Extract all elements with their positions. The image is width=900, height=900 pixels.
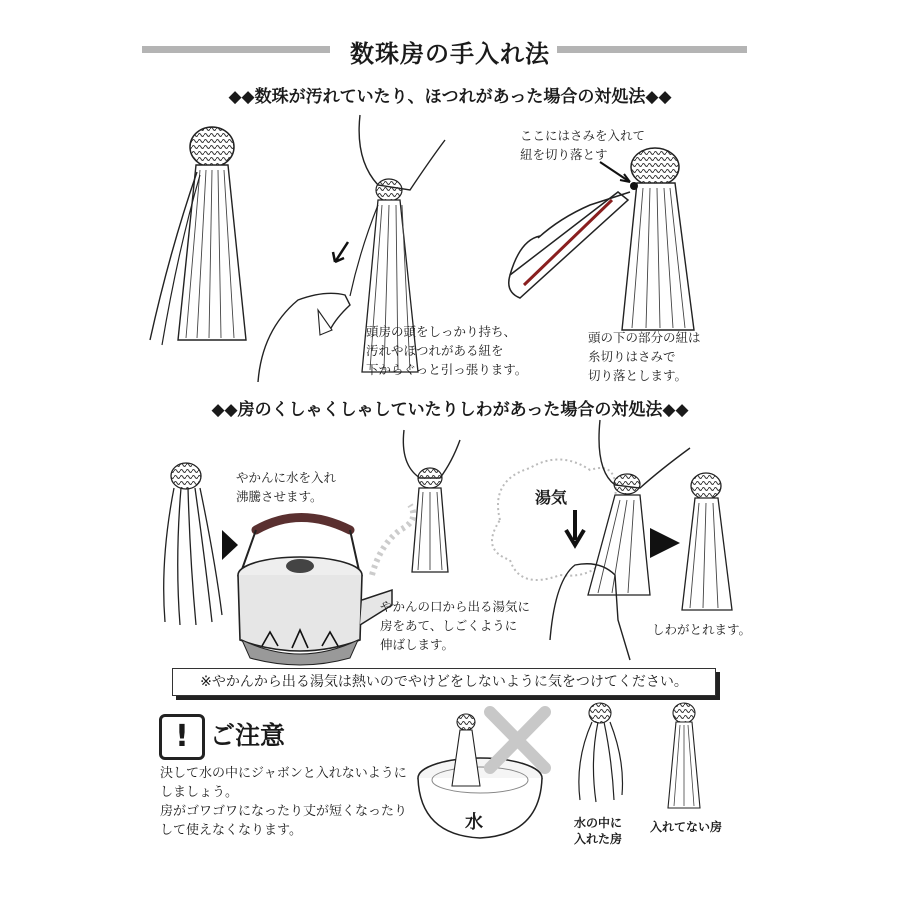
burn-warning: ※やかんから出る湯気は熱いのでやけどをしないように気をつけてください。 (172, 668, 716, 696)
steam-instruction: やかんの口から出る湯気に 房をあて、しごくように 伸ばします。 (380, 599, 531, 652)
section-heading-wrinkled: ◆◆房のくしゃくしゃしていたりしわがあった場合の対処法◆◆ (211, 400, 689, 420)
wrinkled-tassel-illustration (164, 463, 222, 625)
scissors-note: ここにはさみを入れて 紐を切り落とす (520, 128, 646, 162)
clean-tassel-illustration (668, 703, 700, 808)
smooth-tassel-illustration (682, 473, 732, 610)
page-title: 数珠房の手入れ法 (350, 40, 550, 68)
steam-label: 湯気 (535, 488, 568, 507)
caution-title: ご注意 (210, 721, 286, 750)
cross-icon (490, 712, 545, 768)
messy-tassel-illustration (579, 703, 623, 802)
section-heading-dirty: ◆◆数珠が汚れていたり、ほつれがあった場合の対処法◆◆ (228, 87, 672, 107)
label-not-in-water: 入れてない房 (650, 820, 723, 834)
caution-text: 決して水の中にジャボンと入れないように しましょう。 房がゴワゴワになったり丈が短くなったり して使えなくなります。 (160, 766, 408, 838)
tassel-illustration-3 (600, 148, 694, 330)
water-label: 水 (465, 812, 483, 833)
tassel-illustration-1 (150, 127, 246, 345)
result-text: しわがとれます。 (652, 622, 752, 637)
scissors-illustration (509, 192, 630, 298)
held-tassel-illustration (403, 430, 460, 572)
arrow-right-icon (222, 530, 238, 560)
label-in-water: 水の中に 入れた房 (574, 816, 623, 846)
pull-instruction: 頭房の頭をしっかり持ち、 汚れやほつれがある紐を 下からぐっと引っ張ります。 (366, 324, 528, 377)
arrow-down-icon (566, 510, 584, 545)
kettle-instruction: やかんに水を入れ 沸騰させます。 (236, 470, 337, 504)
exclamation-icon: ! (159, 714, 205, 760)
cut-instruction: 頭の下の部分の紐は 糸切りはさみで 切り落とします。 (588, 330, 701, 383)
arrow-right-icon-2 (650, 528, 680, 558)
